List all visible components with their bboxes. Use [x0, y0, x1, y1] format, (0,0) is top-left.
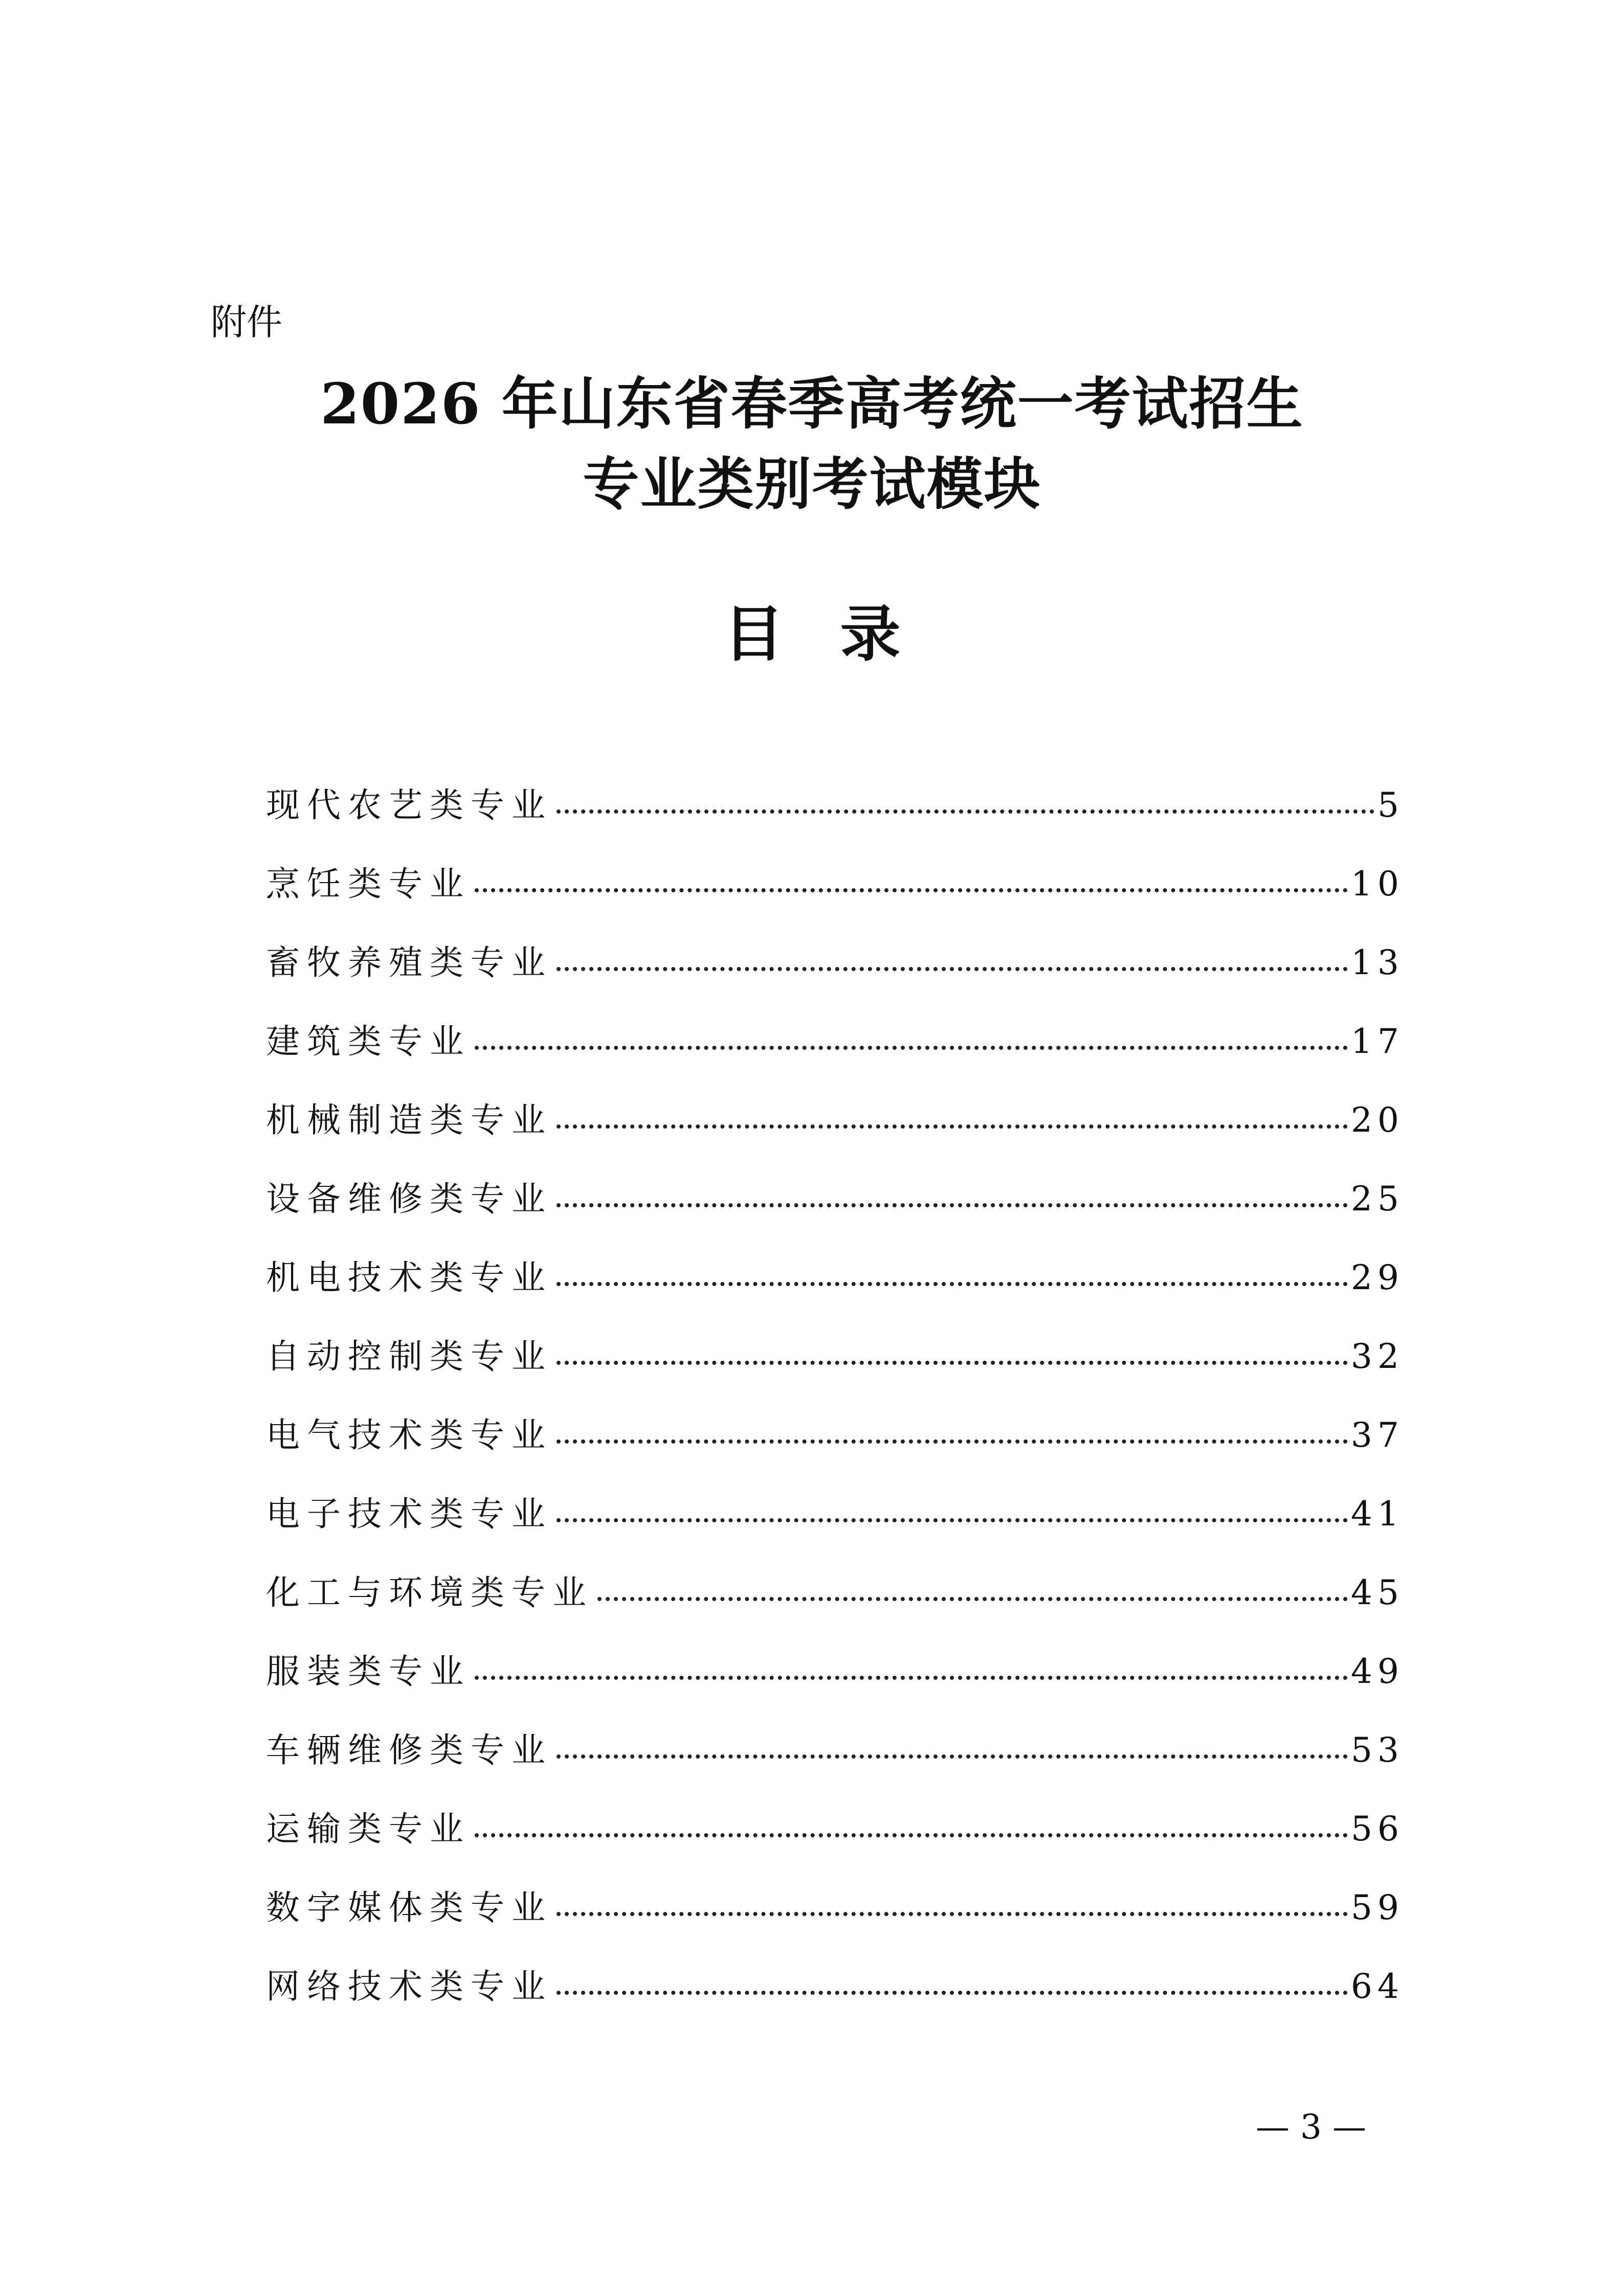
toc-entry-title: 化工与环境类专业 — [266, 1573, 593, 1612]
toc-dot-leader — [475, 1046, 1348, 1050]
toc-entry-vehicle-maintenance[interactable] — [266, 1725, 1404, 1804]
toc-entry-modern-agronomy[interactable] — [266, 780, 1404, 859]
toc-entry-title: 车辆维修类专业 — [266, 1730, 552, 1770]
toc-entry-page: 32 — [1351, 1337, 1404, 1376]
toc-entry-animal-husbandry[interactable] — [266, 937, 1404, 1016]
toc-entry-page: 29 — [1351, 1258, 1404, 1297]
toc-dot-leader — [475, 888, 1348, 892]
toc-entry-transportation[interactable] — [266, 1804, 1404, 1882]
toc-entry-page: 25 — [1351, 1179, 1404, 1219]
toc-entry-title: 现代农艺类专业 — [266, 785, 552, 825]
toc-entry-architecture[interactable] — [266, 1016, 1404, 1095]
toc-dot-leader — [557, 1282, 1348, 1286]
toc-dot-leader — [557, 1754, 1348, 1759]
toc-dot-leader — [557, 1124, 1348, 1129]
toc-entry-electronic-technology[interactable] — [266, 1489, 1404, 1567]
document-title-line-1: 2026 年山东省春季高考统一考试招生 — [320, 371, 1304, 437]
toc-entry-electromechanical[interactable] — [266, 1252, 1404, 1331]
toc-entry-page: 59 — [1351, 1888, 1404, 1927]
toc-entry-page: 64 — [1351, 1967, 1404, 2006]
toc-dot-leader — [557, 1991, 1348, 1995]
toc-entry-automatic-control[interactable] — [266, 1331, 1404, 1410]
toc-entry-equipment-maintenance[interactable] — [266, 1174, 1404, 1252]
toc-entry-network-technology[interactable] — [266, 1961, 1404, 2040]
toc-entry-chemical-environment[interactable] — [266, 1567, 1404, 1646]
toc-entry-cooking[interactable] — [266, 859, 1404, 937]
toc-entry-title: 机电技术类专业 — [266, 1258, 552, 1297]
toc-entry-mechanical-manufacturing[interactable] — [266, 1095, 1404, 1174]
attachment-label: 附件 — [211, 301, 282, 343]
toc-entry-page: 20 — [1351, 1100, 1404, 1140]
toc-dot-leader — [557, 1518, 1348, 1522]
toc-entry-page: 45 — [1351, 1573, 1404, 1612]
toc-entry-title: 建筑类专业 — [266, 1022, 471, 1061]
toc-dot-leader — [557, 1203, 1348, 1207]
toc-entry-title: 自动控制类专业 — [266, 1337, 552, 1376]
document-title-line-2: 专业类别考试模块 — [583, 451, 1041, 517]
table-of-contents — [266, 780, 1404, 2040]
page-number: — 3 — — [1256, 2107, 1366, 2147]
toc-entry-electrical-technology[interactable] — [266, 1410, 1404, 1489]
toc-dot-leader — [557, 1361, 1348, 1365]
toc-entry-title: 畜牧养殖类专业 — [266, 943, 552, 982]
toc-dot-leader — [557, 967, 1348, 971]
toc-dot-leader — [557, 1912, 1348, 1916]
toc-entry-page: 49 — [1351, 1652, 1404, 1691]
toc-entry-page: 41 — [1351, 1494, 1404, 1534]
toc-entry-title: 烹饪类专业 — [266, 864, 471, 904]
toc-entry-page: 17 — [1351, 1022, 1404, 1061]
toc-dot-leader — [475, 1676, 1348, 1680]
toc-entry-title: 数字媒体类专业 — [266, 1888, 552, 1927]
toc-heading: 目录 — [723, 598, 957, 669]
toc-entry-page: 5 — [1377, 785, 1404, 825]
toc-entry-page: 53 — [1351, 1730, 1404, 1770]
toc-entry-title: 运输类专业 — [266, 1809, 471, 1849]
toc-entry-title: 服装类专业 — [266, 1652, 471, 1691]
toc-dot-leader — [475, 1833, 1348, 1837]
toc-dot-leader — [557, 1439, 1348, 1444]
toc-entry-page: 37 — [1351, 1415, 1404, 1455]
toc-dot-leader — [557, 809, 1374, 814]
toc-entry-title: 机械制造类专业 — [266, 1100, 552, 1140]
toc-entry-apparel[interactable] — [266, 1646, 1404, 1725]
toc-dot-leader — [597, 1597, 1348, 1601]
toc-entry-title: 电子技术类专业 — [266, 1494, 552, 1534]
toc-entry-title: 设备维修类专业 — [266, 1179, 552, 1219]
toc-entry-title: 电气技术类专业 — [266, 1415, 552, 1455]
toc-entry-page: 13 — [1351, 943, 1404, 982]
toc-entry-title: 网络技术类专业 — [266, 1967, 552, 2006]
toc-entry-page: 56 — [1351, 1809, 1404, 1849]
toc-entry-page: 10 — [1351, 864, 1404, 904]
toc-entry-digital-media[interactable] — [266, 1882, 1404, 1961]
